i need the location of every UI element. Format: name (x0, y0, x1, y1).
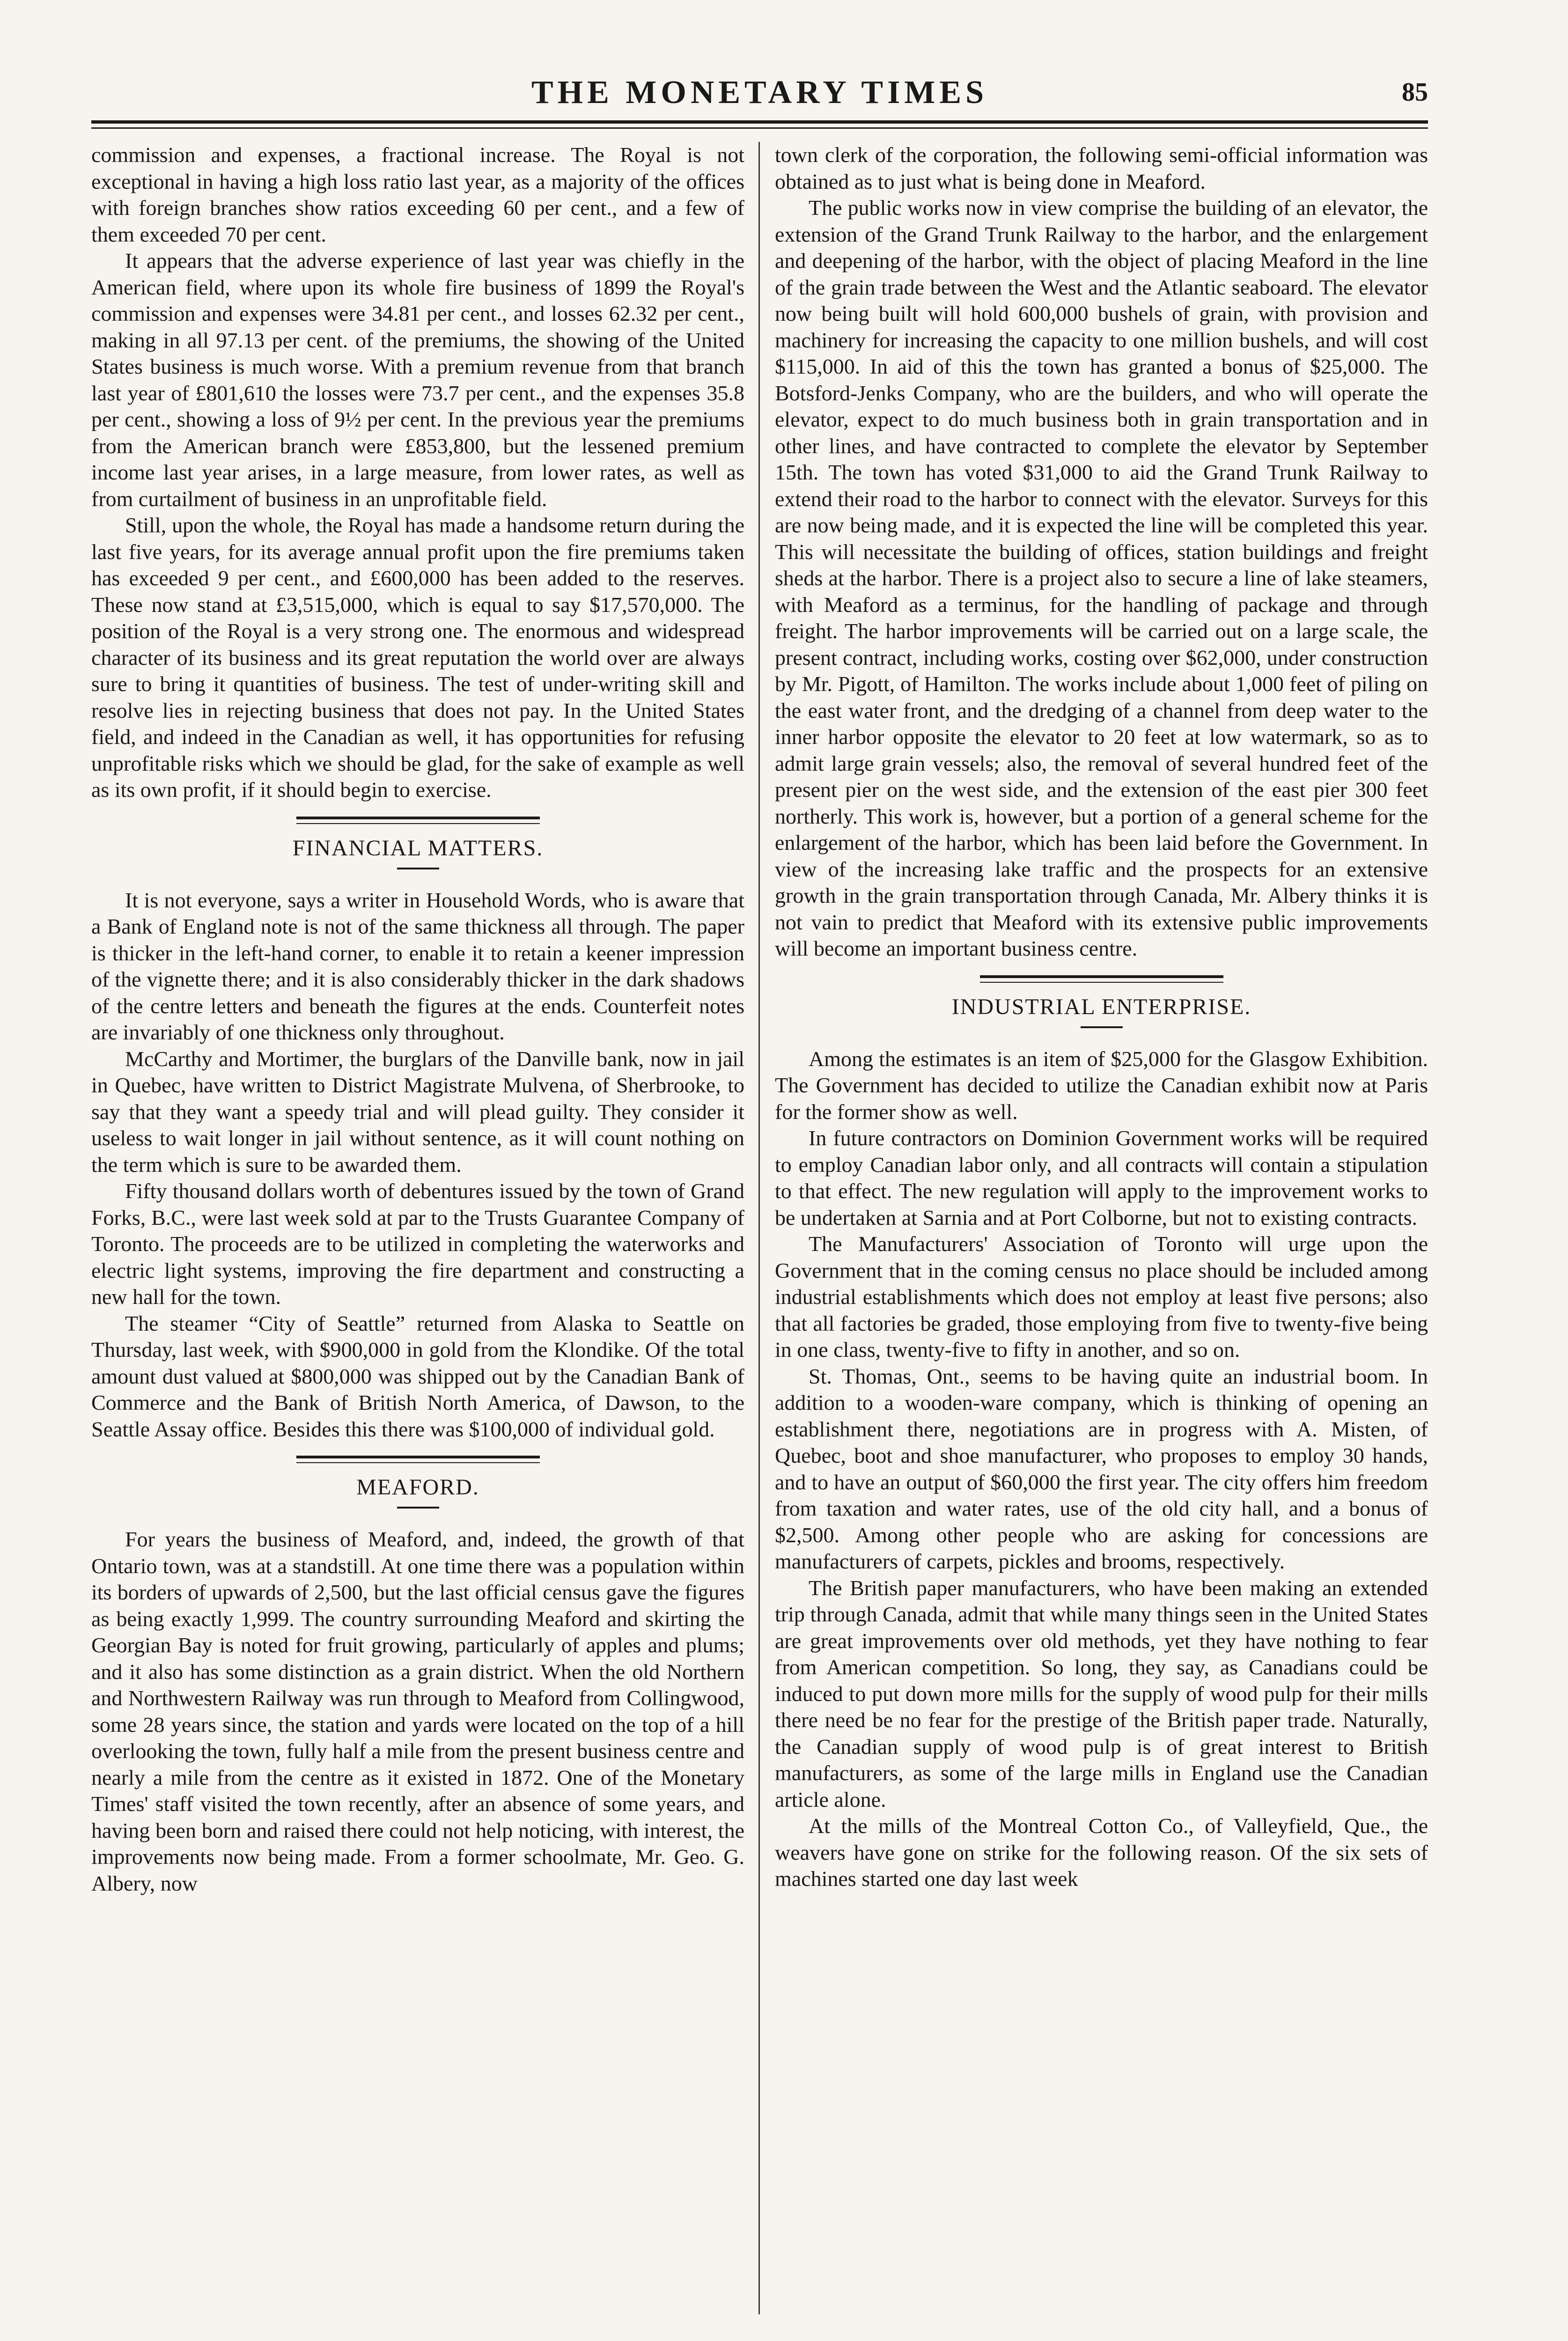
paragraph: commission and expenses, a fractional increase. The Royal is not exceptional in having a high loss ratio last year, as a majority of the offices with foreign branches show ratios exceeding 60 per cent., and a few of them exceeded 70 per cent. (91, 143, 744, 246)
paragraph: The Manufacturers' Association of Toronto will urge upon the Government that in the coming census no place should be included among industrial establishments which does not employ at least five persons; also that all factories be graded, those employing from five to twenty-five being in one class, twenty-five to fifty in another, and so on. (775, 1232, 1428, 1362)
paragraph: Still, upon the whole, the Royal has made a handsome return during the last five years, for its average annual profit upon the fire premiums taken has exceeded 9 per cent., and £600,000 has been added to the reserves. These now stand at £3,515,000, which is equal to say $17,570,000. The position of the Royal is a very strong one. The enormous and widespread character of its business and its great reputation the world over are always sure to bring it quantities of business. The test of under-writing skill and resolve lies in rejecting business that does not pay. In the United States field, and indeed in the Canadian as well, it has opportunities for refusing unprofitable risks which we should be glad, for the sake of example as well as its own profit, if it should begin to exercise. (91, 513, 744, 802)
heading-underline (397, 1507, 439, 1509)
article-columns (91, 142, 1428, 2314)
section-separator (980, 975, 1223, 983)
heading-financial-matters: FINANCIAL MATTERS. (292, 835, 544, 861)
page-number: 85 (1402, 78, 1428, 107)
heading-underline (397, 868, 439, 869)
paragraph: St. Thomas, Ont., seems to be having quite an industrial boom. In addition to a wooden-ware company, which is thinking of opening an establishment there, negotiations are in progress with A. Misten, of Quebec, boot and shoe manufacturer, who proposes to employ 30 hands, and to have an output of $60,000 the first year. The city offers him freedom from taxation and water rates, use of the old city hall, and a bonus of $2,500. Among other people who are asking for concessions are manufacturers of carpets, pickles and brooms, respectively. (775, 1364, 1428, 1573)
heading-industrial-enterprise: INDUSTRIAL ENTERPRISE. (951, 994, 1251, 1019)
masthead-rule-thick (91, 120, 1428, 124)
heading-meaford: MEAFORD. (356, 1475, 479, 1500)
paragraph: McCarthy and Mortimer, the burglars of the Danville bank, now in jail in Quebec, have written to District Magistrate Mulvena, of Sherbrooke, to say that they want a speedy trial and will plead guilty. They consider it useless to wait longer in jail without sentence, as it will count nothing on the term which is sure to be awarded them. (91, 1046, 744, 1177)
column-divider (758, 142, 760, 2314)
masthead (91, 70, 1428, 115)
paragraph: For years the business of Meaford, and, indeed, the growth of that Ontario town, was at a standstill. At one time there was a population within its borders of upwards of 2,500, but the last official census gave the figures as being exactly 1,999. The country surrounding Meaford and skirting the Georgian Bay is noted for fruit growing, particularly of apples and plums; and it also has some distinction as a grain district. When the old Northern and Northwestern Railway was run through to Meaford from Collingwood, some 28 years since, the station and yards were located on the top of a hill overlooking the town, fully half a mile from the present business centre and nearly a mile from the centre as it existed in 1872. One of the Monetary Times' staff visited the town recently, after an absence of some years, and having been born and raised there could not help noticing, with interest, the improvements now being made. From a former schoolmate, Mr. Geo. G. Albery, now (91, 1527, 744, 1895)
right-column (775, 142, 1428, 2314)
paragraph: It is not everyone, says a writer in Household Words, who is aware that a Bank of England note is not of the same thickness all through. The paper is thicker in the left-hand corner, to enable it to retain a keener impression of the vignette there; and it is also considerably thicker in the dark shadows of the centre letters and beneath the figures at the ends. Counterfeit notes are invariably of one thickness only throughout. (91, 888, 744, 1044)
section-separator (296, 1456, 540, 1463)
paragraph: It appears that the adverse experience of last year was chiefly in the American field, where upon its whole fire business of 1899 the Royal's commission and expenses were 34.81 per cent., and losses 62.32 per cent., making in all 97.13 per cent. of the premiums, the showing of the United States business is much worse. With a premium revenue from that branch last year of £801,610 the losses were 73.7 per cent., and the expenses 35.8 per cent., showing a loss of 9½ per cent. In the previous year the premiums from the American branch were £853,800, but the lessened premium income last year arises, in a large measure, from lower rates, as well as from curtailment of business in an unprofitable field. (91, 249, 744, 511)
paragraph: town clerk of the corporation, the following semi-official information was obtained as to just what is being done in Meaford. (775, 143, 1428, 193)
paragraph: The steamer “City of Seattle” returned from Alaska to Seattle on Thursday, last week, with $900,000 in gold from the Klondike. Of the total amount dust valued at $800,000 was shipped out by the Canadian Bank of Commerce and the Bank of British North America, of Dawson, to the Seattle Assay office. Besides this there was $100,000 of individual gold. (91, 1311, 744, 1441)
newspaper-page (91, 70, 1428, 2327)
paragraph: Fifty thousand dollars worth of debentures issued by the town of Grand Forks, B.C., were last week sold at par to the Trusts Guarantee Company of Toronto. The proceeds are to be utilized in completing the waterworks and electric light systems, improving the fire department and constructing a new hall for the town. (91, 1179, 744, 1309)
heading-underline (1081, 1026, 1123, 1028)
paragraph: Among the estimates is an item of $25,000 for the Glasgow Exhibition. The Government has decided to utilize the Canadian exhibit now at Paris for the former show as well. (775, 1046, 1428, 1124)
section-separator (296, 817, 540, 824)
masthead-rule-thin (91, 127, 1428, 129)
paragraph: In future contractors on Dominion Government works will be required to employ Canadian labor only, and all contracts will contain a stipulation to that effect. The new regulation will apply to the improvement works to be undertaken at Sarnia and at Port Colborne, but not to existing contracts. (775, 1126, 1428, 1229)
publication-title: THE MONETARY TIMES (531, 74, 988, 110)
paragraph: The public works now in view comprise the building of an elevator, the extension of the Grand Trunk Railway to the harbor, and the enlargement and deepening of the harbor, with the object of placing Meaford in the line of the grain trade between the West and the Atlantic seaboard. The elevator now being built will hold 600,000 bushels of grain, with provision and machinery for increasing the capacity to one million bushels, and will cost $115,000. In aid of this the town has granted a bonus of $25,000. The Botsford-Jenks Company, who are the builders, and who will operate the elevator, expect to do much business both in grain transportation and in other lines, and have contracted to complete the elevator by September 15th. The town has voted $31,000 to aid the Grand Trunk Railway to extend their road to the harbor to connect with the elevator. Surveys for this are now being made, and it is expected the line will be completed this year. This will necessitate the building of offices, station buildings and freight sheds at the harbor. There is a project also to secure a line of lake steamers, with Meaford as a terminus, for the handling of package and through freight. The harbor improvements will be carried out on a large scale, the present contract, including works, costing over $62,000, under construction by Mr. Pigott, of Hamilton. The works include about 1,000 feet of piling on the east water front, and the dredging of a channel from deep water to the inner harbor opposite the elevator to 20 feet at low watermark, so as to admit large grain vessels; also, the removal of several hundred feet of the present pier on the west side, and the extension of the east pier 300 feet northerly. This work is, however, but a portion of a general scheme for the enlargement of the harbor, which has been laid before the Government. In view of the increasing lake traffic and the prospects for an extensive growth in the grain transportation through Canada, Mr. Albery thinks it is not vain to predict that Meaford with its extensive public improvements will become an important business centre. (775, 196, 1428, 960)
paragraph: At the mills of the Montreal Cotton Co., of Valleyfield, Que., the weavers have gone on strike for the following reason. Of the six sets of machines started one day last week (775, 1814, 1428, 1891)
left-column (91, 142, 744, 2314)
paragraph: The British paper manufacturers, who have been making an extended trip through Canada, admit that while many things seen in the United States are great improvements over old methods, yet they have nothing to fear from American competition. So long, they say, as Canadians could be induced to put down more mills for the supply of wood pulp for their mills there need be no fear for the prestige of the British paper trade. Naturally, the Canadian supply of wood pulp is of great interest to British manufacturers, as some of the large mills in England use the Canadian article alone. (775, 1575, 1428, 1811)
